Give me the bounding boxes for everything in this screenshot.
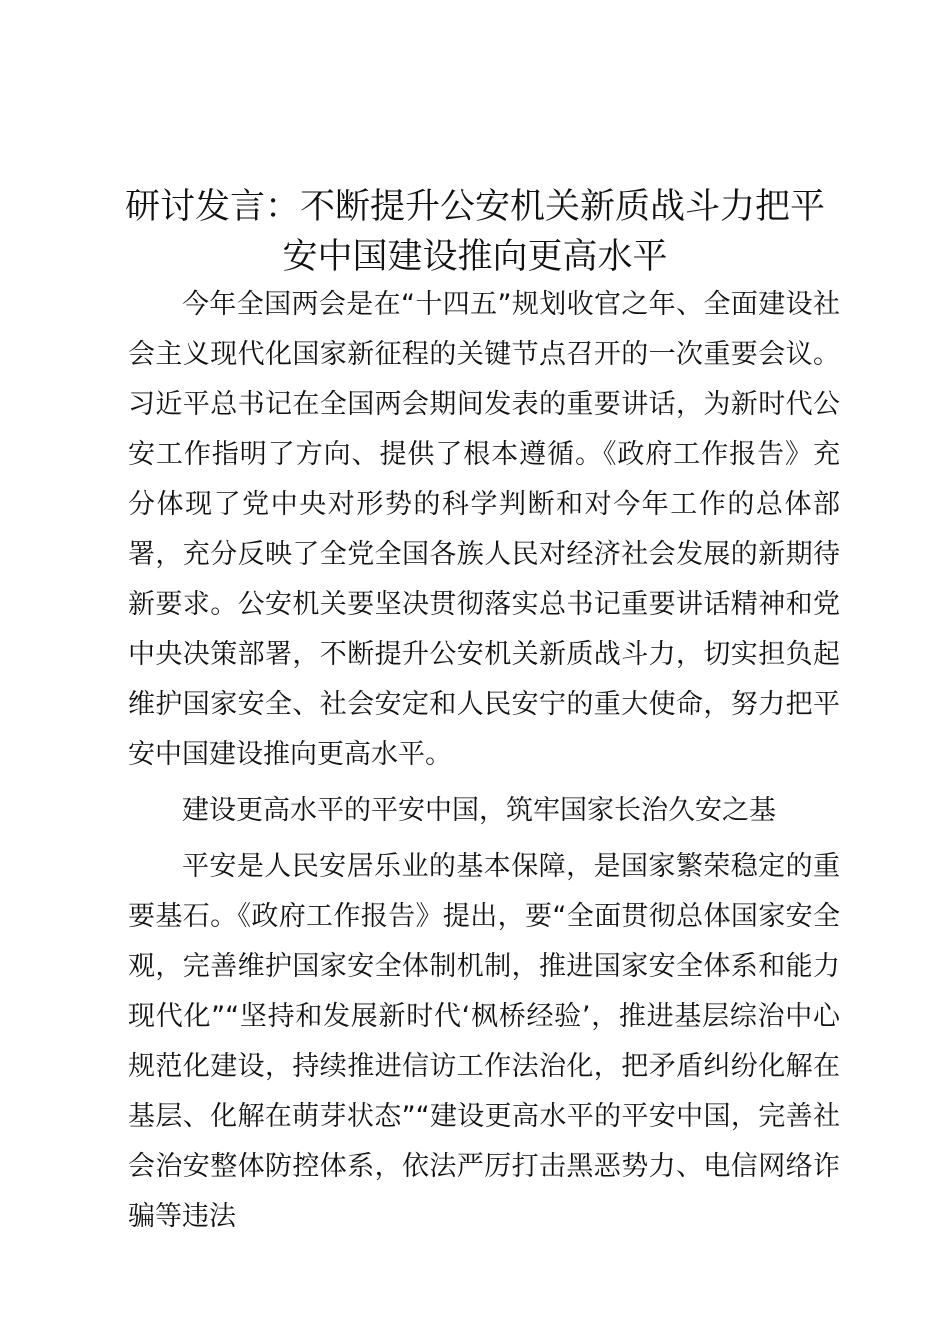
- title-line-2: 安中国建设推向更高水平: [282, 237, 668, 277]
- intro-paragraph: 今年全国两会是在“十四五”规划收官之年、全面建设社会主义现代化国家新征程的关键节点召开的一次重要会议。习近平总书记在全国两会期间发表的重要讲话，为新时代公安工作指明了方向、提供了根本遵循。《政府工作报告》充分体现了党中央对形势的科学判断和对今年工作的总体部署，充分反映了全党全国各族人民对经济社会发展的新期待新要求。公安机关要坚决贯彻落实总书记重要讲话精神和党中央决策部署，不断提升公安机关新质战斗力，切实担负起维护国家安全、社会安定和人民安宁的重大使命，努力把平安中国建设推向更高水平。: [128, 289, 840, 770]
- document-body: [128, 280, 840, 1242]
- title-line-1: 研讨发言：不断提升公安机关新质战斗力把平: [124, 187, 825, 227]
- document-title: [110, 182, 840, 282]
- section-heading: 建设更高水平的平安中国，筑牢国家长治久安之基: [182, 795, 776, 826]
- section-paragraph: 平安是人民安居乐业的基本保障，是国家繁荣稳定的重要基石。《政府工作报告》提出，要“全面贯彻总体国家安全观，完善维护国家安全体制机制，推进国家安全体系和能力现代化”“坚持和发展新时代‘枫桥经验’，推进基层综治中心规范化建设，持续推进信访工作法治化，把矛盾纠纷化解在基层、化解在萌芽状态”“建设更高水平的平安中国，完善社会治安整体防控体系，依法严厉打击黑恶势力、电信网络诈骗等违法: [128, 851, 840, 1232]
